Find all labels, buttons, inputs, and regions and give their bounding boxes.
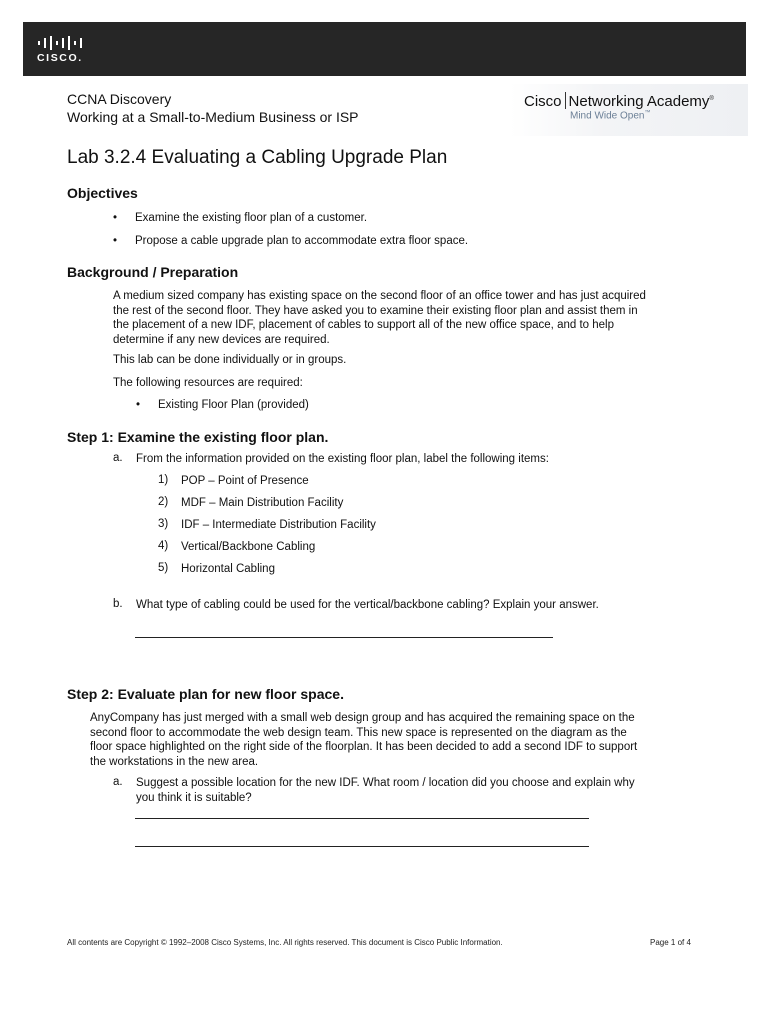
step1-question-b: What type of cabling could be used for the vertical/backbone cabling? Explain your answer. xyxy=(136,599,599,611)
background-heading: Background / Preparation xyxy=(67,264,239,280)
course-name: CCNA Discovery xyxy=(67,91,172,107)
label-item: Vertical/Backbone Cabling xyxy=(181,541,316,553)
course-header xyxy=(67,90,359,126)
label-item: Horizontal Cabling xyxy=(181,563,275,575)
label-item: MDF – Main Distribution Facility xyxy=(181,497,344,509)
objectives-heading: Objectives xyxy=(67,185,138,201)
academy-tagline: Mind Wide Open™ xyxy=(570,110,651,122)
copyright-footer: All contents are Copyright © 1992–2008 Cisco Systems, Inc. All rights reserved. This document is Cisco Public Information. xyxy=(67,938,503,947)
course-subtitle: Working at a Small-to-Medium Business or ISP xyxy=(67,109,359,125)
background-note: This lab can be done individually or in groups. xyxy=(113,354,347,366)
answer-line xyxy=(135,818,589,819)
answer-line xyxy=(135,846,589,847)
list-number: 2) xyxy=(158,496,169,508)
label-item: POP – Point of Presence xyxy=(181,475,309,487)
header-bar xyxy=(23,22,746,76)
label-item: IDF – Intermediate Distribution Facility xyxy=(181,519,376,531)
step1-question-a: From the information provided on the existing floor plan, label the following items: xyxy=(136,453,549,465)
resources-intro: The following resources are required: xyxy=(113,377,303,389)
step2-heading: Step 2: Evaluate plan for new floor space. xyxy=(67,686,344,702)
cisco-bars-icon xyxy=(37,34,91,50)
answer-line xyxy=(135,637,553,638)
lab-title: Lab 3.2.4 Evaluating a Cabling Upgrade Plan xyxy=(67,147,448,168)
brand-divider xyxy=(565,92,566,109)
list-number: 4) xyxy=(158,540,169,552)
cisco-wordmark: CISCO. xyxy=(37,52,83,64)
step1-heading: Step 1: Examine the existing floor plan. xyxy=(67,429,329,445)
list-number: 3) xyxy=(158,518,169,530)
step2-paragraph: AnyCompany has just merged with a small web design group and has acquired the remaining space on the second floor to accommodate the web design team. This new space is represented on the diagram as the floor space highlighted on the right side of the floorplan. It has been decided to add a second IDF to support the workstations in the new area. xyxy=(90,712,638,768)
networking-academy-logo xyxy=(510,84,748,136)
cisco-logo xyxy=(37,34,91,66)
list-number: 5) xyxy=(158,562,169,574)
background-paragraph: A medium sized company has existing space on the second floor of an office tower and has just acquired the rest of the second floor. They have asked you to examine their existing floor plan and assist them in the placement of a new IDF, placement of cables to support all of the new office space, and to help determine if any new devices are required. xyxy=(113,290,646,346)
step2-question-a: Suggest a possible location for the new IDF. What room / location did you choose and explain why you think it is suitable? xyxy=(136,777,635,804)
list-marker: a. xyxy=(113,452,123,464)
list-marker: b. xyxy=(113,598,123,610)
list-marker: a. xyxy=(113,776,123,788)
page-number: Page 1 of 4 xyxy=(650,938,691,947)
list-number: 1) xyxy=(158,474,169,486)
academy-brand: Cisco Networking Academy® xyxy=(524,93,714,110)
